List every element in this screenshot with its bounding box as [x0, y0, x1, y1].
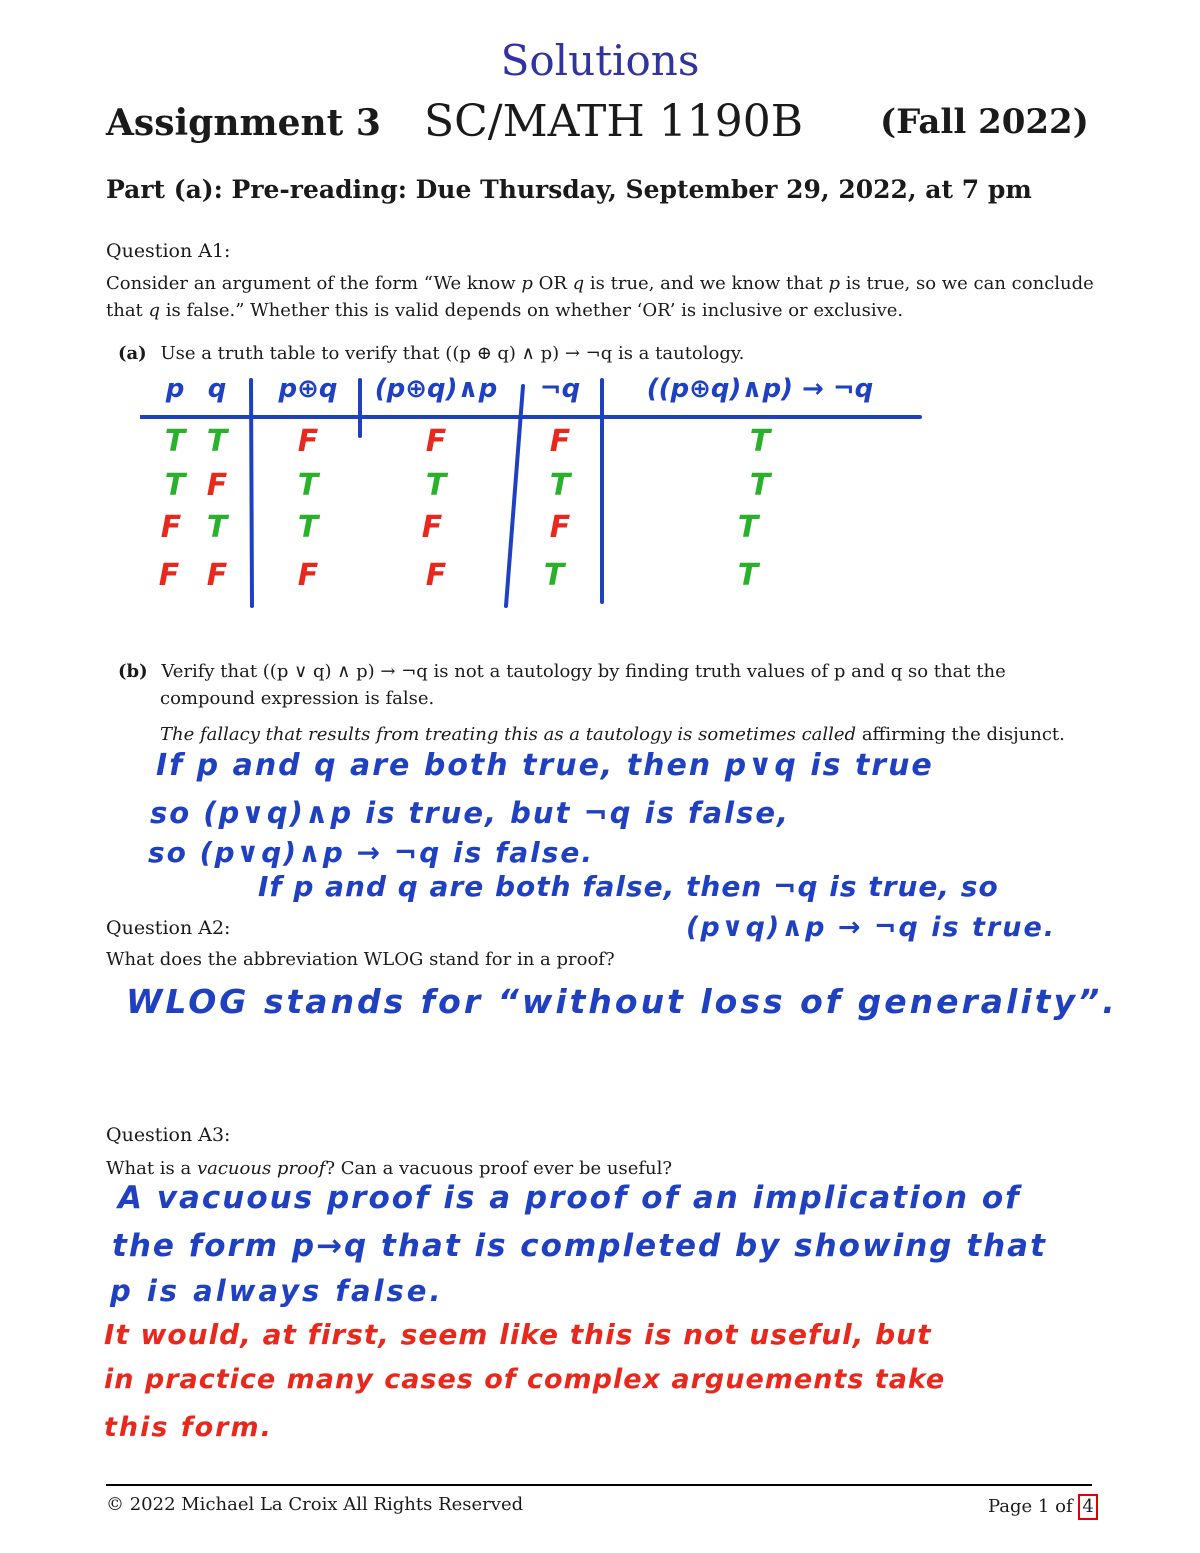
intro-text: Consider an argument of the form “We know [106, 273, 522, 294]
table-cell: T [206, 424, 228, 459]
footer-rule [106, 1484, 1092, 1486]
term-label: (Fall 2022) [880, 102, 1089, 142]
part-b-line1: Verify that ((p ∨ q) ∧ p) → ¬q is not a tautology by finding truth values of p and q so that the [161, 661, 1006, 682]
question-a1-intro [106, 270, 1096, 324]
intro-text: OR [532, 273, 573, 294]
answer-b-line-5: (p∨q)∧p → ¬q is true. [686, 912, 1057, 943]
question-a3-term: vacuous proof [196, 1158, 326, 1179]
table-header-4: ¬q [539, 374, 581, 404]
page-label: Page 1 of [988, 1496, 1079, 1517]
question-a2-text: What does the abbreviation WLOG stand for in a proof? [106, 949, 615, 970]
fallacy-note: The fallacy that results from treating this as a tautology is sometimes called [160, 724, 862, 745]
question-a1-title: Question A1: [106, 240, 231, 262]
answer-a2: WLOG stands for “without loss of generality”. [126, 982, 1118, 1021]
table-cell: F [160, 510, 182, 545]
part-a-text: Use a truth table to verify that ((p ⊕ q) ∧ p) → ¬q is a tautology. [160, 343, 745, 364]
table-cell: T [297, 468, 319, 503]
truth-table [140, 366, 940, 616]
table-header-5: ((p⊕q)∧p) → ¬q [646, 374, 874, 404]
part-b-line2: compound expression is false. [160, 688, 435, 709]
table-cell: T [425, 468, 447, 503]
intro-text: that [106, 300, 149, 321]
part-b-prompt [118, 658, 1094, 748]
table-cell: F [297, 424, 319, 459]
intro-var-q: q [572, 273, 585, 294]
question-a2-title: Question A2: [106, 917, 231, 939]
table-cell: T [737, 510, 759, 545]
intro-text: is false.” Whether this is valid depends on whether ‘OR’ is inclusive or exclusive. [160, 300, 904, 321]
table-cell: T [749, 424, 771, 459]
table-header-3: (p⊕q)∧p [374, 374, 498, 404]
solutions-heading: Solutions [500, 36, 700, 85]
answer-b-line-1: If p and q are both true, then p∨q is true [156, 748, 934, 783]
table-cell: F [425, 558, 447, 593]
assignment-title: Assignment 3 [106, 102, 381, 144]
table-header-0: p [165, 374, 185, 404]
answer-a3-red-1: It would, at first, seem like this is not useful, but [104, 1318, 932, 1351]
question-a3-title: Question A3: [106, 1124, 231, 1146]
table-cell: F [206, 468, 228, 503]
answer-b-line-2: so (p∨q)∧p is true, but ¬q is false, [150, 796, 791, 830]
answer-a3-blue-2: the form p→q that is completed by showing that [112, 1228, 1047, 1264]
table-cell: F [297, 558, 319, 593]
table-cell: F [425, 424, 447, 459]
answer-b-line-3: so (p∨q)∧p → ¬q is false. [148, 836, 595, 869]
table-cell: T [206, 510, 228, 545]
table-cell: F [549, 424, 571, 459]
question-a3-pre: What is a [106, 1158, 197, 1179]
table-cell: F [549, 510, 571, 545]
answer-a3-red-3: this form. [104, 1412, 273, 1443]
course-code: SC/MATH 1190B [424, 96, 804, 147]
intro-text: is true, and we know that [584, 273, 829, 294]
part-a-prompt [118, 340, 744, 367]
question-a3-post: ? Can a vacuous proof ever be useful? [325, 1158, 673, 1179]
table-cell: T [297, 510, 319, 545]
answer-a3-blue-1: A vacuous proof is a proof of an implication of [118, 1180, 1021, 1216]
footer-copyright: © 2022 Michael La Croix All Rights Reserved [106, 1494, 524, 1515]
title-row [106, 96, 1096, 152]
intro-text: is true, so we can conclude [840, 273, 1094, 294]
part-b-label: (b) [118, 661, 148, 682]
table-cell: F [421, 510, 443, 545]
table-cell: T [164, 468, 186, 503]
table-cell: T [164, 424, 186, 459]
table-cell: T [749, 468, 771, 503]
part-a-label: (a) [118, 343, 147, 364]
question-a3-text [106, 1155, 672, 1182]
intro-var-q: q [148, 300, 161, 321]
page-total-link[interactable]: 4 [1078, 1494, 1097, 1520]
table-cell: T [543, 558, 565, 593]
part-a-heading: Part (a): Pre-reading: Due Thursday, September 29, 2022, at 7 pm [106, 175, 1032, 204]
table-header-1: q [207, 374, 227, 404]
intro-var-p: p [828, 273, 841, 294]
table-cell: T [737, 558, 759, 593]
answer-b-line-4: If p and q are both false, then ¬q is true, so [258, 870, 999, 903]
answer-a3-blue-3: p is always false. [110, 1274, 444, 1308]
answer-a3-red-2: in practice many cases of complex arguements take [104, 1364, 946, 1395]
table-cell: T [549, 468, 571, 503]
table-header-2: p⊕q [278, 374, 338, 404]
fallacy-name: affirming the disjunct. [861, 724, 1065, 745]
footer-page-number [988, 1494, 1098, 1520]
intro-var-p: p [521, 273, 533, 294]
table-cell: F [206, 558, 228, 593]
table-cell: F [158, 558, 180, 593]
